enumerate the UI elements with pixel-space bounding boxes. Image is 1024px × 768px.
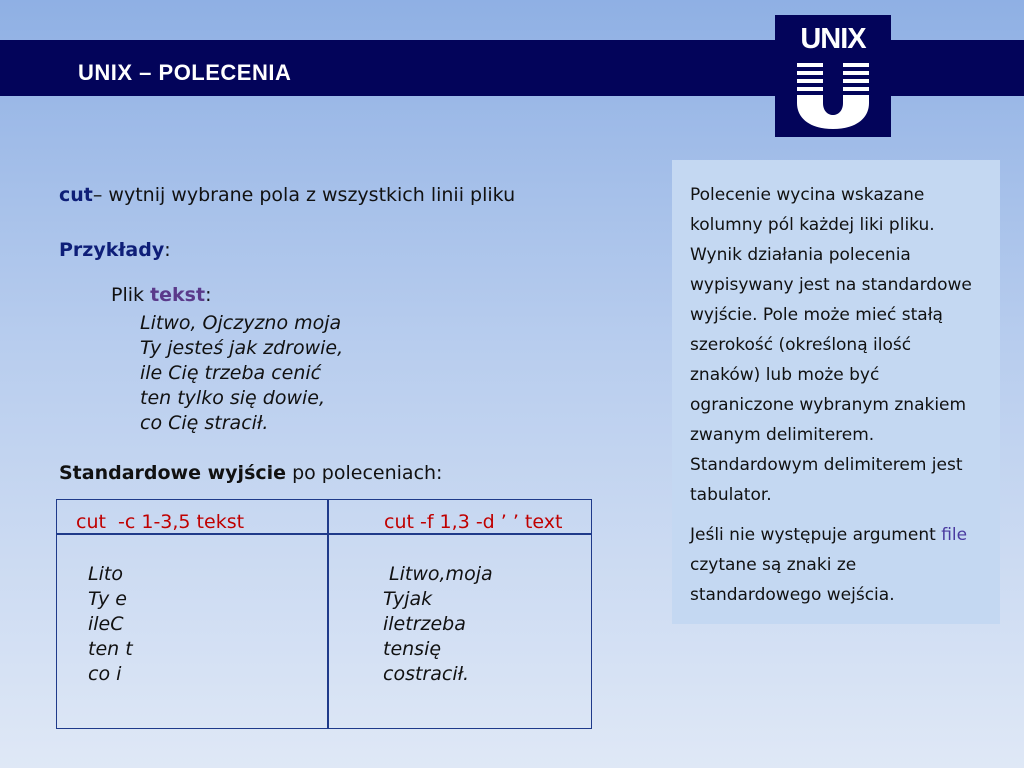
examples-label: Przykłady [59,239,165,261]
left-output-line: Ty e [88,588,127,610]
right-output [383,562,493,687]
poem-line: Ty jesteś jak zdrowie, [140,337,344,359]
left-output-line: ten t [88,638,133,660]
file-argument: file [941,525,968,545]
logo-text: UNIX [800,23,866,55]
right-output-line: Litwo,moja [383,563,493,585]
slide-title: UNIX – POLECENIA [78,60,292,85]
left-output [88,562,133,687]
cut-command-name: cut [59,184,93,206]
poem-block [140,311,343,436]
right-output-line: tensię [383,638,442,660]
poem-line: Litwo, Ojczyzno moja [140,312,342,334]
right-output-line: costracił. [383,663,470,685]
stdout-bold: Standardowe wyjście [59,462,287,484]
stdout-rest: po poleceniach: [286,462,443,484]
left-output-line: co i [88,663,122,685]
right-output-line: iletrzeba [383,613,466,635]
para2-start: Jeśli nie występuje argument [690,525,942,545]
poem-line: ile Cię trzeba cenić [140,362,322,384]
file-name: tekst [150,284,206,306]
poem-line: ten tylko się dowie, [140,387,325,409]
file-line [111,284,211,306]
file-colon: : [205,284,212,306]
file-prefix: Plik [111,284,151,306]
poem-line: co Cię stracił. [140,412,269,434]
table-column-divider [327,499,329,729]
left-output-line: ileC [88,613,124,635]
left-command: cut -c 1-3,5 tekst [76,511,245,533]
cut-description-text: – wytnij wybrane pola z wszystkich linii pliku [92,184,516,206]
unix-logo [775,15,891,137]
cut-description [59,184,515,206]
unix-u-logo-icon [775,15,891,137]
stdout-heading [59,462,442,484]
explanation-paragraph-1: Polecenie wycina wskazane kolumny pól każdej liki pliku. Wynik działania polecenia wypisywany jest na standardowe wyjście. Pole może mieć stałą szerokość (określoną ilość znaków) lub może być ograniczone wybranym znakiem zwanym delimiterem. Standardowym delimiterem jest tabulator. [690,185,972,505]
explanation-text [690,180,980,610]
table-header-divider [56,533,592,535]
left-output-line: Lito [88,563,123,585]
right-command: cut -f 1,3 -d ’ ’ text [384,511,563,533]
explanation-paragraph-2 [690,520,980,610]
right-output-line: Tyjak [383,588,433,610]
examples-colon: : [164,239,171,261]
examples-heading [59,239,171,261]
para2-end: czytane są znaki ze standardowego wejścia. [690,555,895,605]
